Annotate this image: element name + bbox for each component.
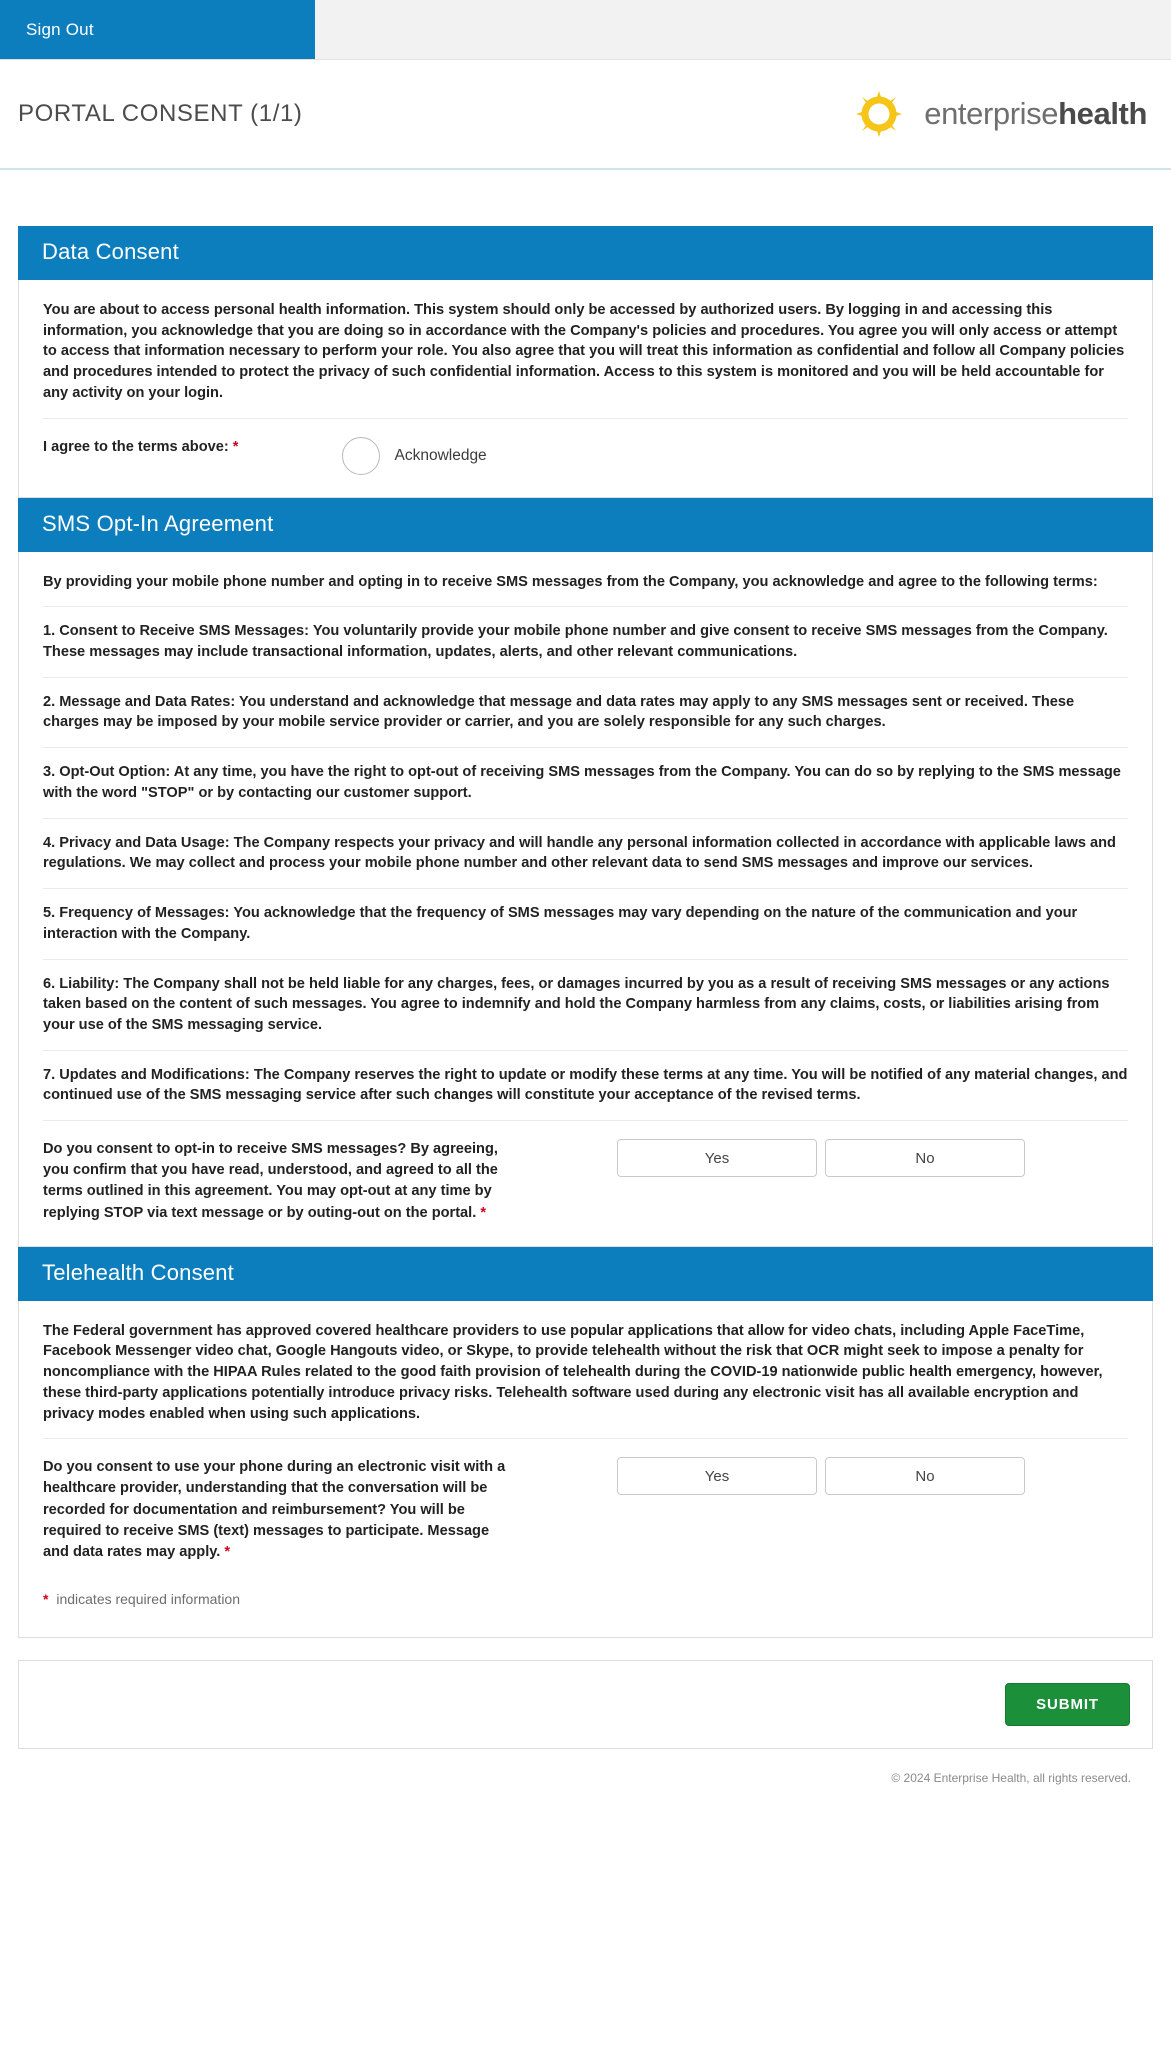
telehealth-yes-button[interactable]: Yes: [617, 1457, 817, 1495]
data-consent-question-text: I agree to the terms above:: [43, 438, 229, 455]
sms-term-2: 2. Message and Data Rates: You understand and acknowledge that message and data rates may apply to any SMS messages sent or received. These charges may be imposed by your mobile service provider or carrier, and you are solely responsible for any such charges.: [43, 677, 1128, 733]
required-asterisk: *: [232, 438, 239, 455]
acknowledge-control[interactable]: [342, 437, 486, 475]
page-title: PORTAL CONSENT (1/1): [18, 100, 303, 127]
sms-intro-paragraph: By providing your mobile phone number and opting in to receive SMS messages from the Company, you acknowledge and agree to the following terms:: [43, 573, 1098, 590]
sms-term-3: 3. Opt-Out Option: At any time, you have the right to opt-out of receiving SMS messages from the Company. You can do so by replying to the SMS message with the word "STOP" or by contacting our customer support.: [43, 747, 1128, 803]
brand-name-first: enterprise: [924, 96, 1059, 131]
brand-name-second: health: [1058, 96, 1147, 131]
section-header-telehealth: [18, 1247, 1153, 1301]
data-consent-answer-area: [262, 437, 1128, 475]
page-header: [0, 60, 1171, 170]
sms-yes-button[interactable]: Yes: [617, 1139, 817, 1177]
sms-question-row: [43, 1120, 1128, 1240]
required-asterisk: *: [224, 1543, 231, 1560]
acknowledge-label: Acknowledge: [394, 446, 487, 464]
section-title-sms: SMS Opt-In Agreement: [42, 510, 274, 536]
data-consent-question-row: [43, 418, 1128, 491]
telehealth-question-label: [43, 1457, 513, 1563]
required-asterisk: *: [480, 1204, 487, 1221]
acknowledge-radio[interactable]: [342, 437, 380, 475]
sms-term-1: 1. Consent to Receive SMS Messages: You voluntarily provide your mobile phone number and give consent to receive SMS messages from the Company. These messages may include transactional information, updates, alerts, and other relevant communications.: [43, 606, 1128, 662]
telehealth-no-button[interactable]: No: [825, 1457, 1025, 1495]
footer-copyright: © 2024 Enterprise Health, all rights reserved.: [891, 1771, 1131, 1786]
sign-out-label: Sign Out: [26, 19, 94, 39]
telehealth-answer-area: [537, 1457, 1128, 1495]
sun-logo-icon: [848, 83, 910, 145]
telehealth-yes-no-group: [617, 1457, 1025, 1495]
telehealth-question-row: [43, 1438, 1128, 1579]
data-consent-question-label: [43, 437, 238, 458]
required-note-text: indicates required information: [56, 1591, 240, 1608]
section-body-sms: [18, 552, 1153, 1247]
brand-logo: [848, 83, 1155, 145]
required-information-note: [43, 1579, 1128, 1615]
sms-question-label: [43, 1139, 513, 1224]
sms-term-5: 5. Frequency of Messages: You acknowledge that the frequency of SMS messages may vary depending on the nature of the communication and your interaction with the Company.: [43, 888, 1128, 944]
submit-button[interactable]: SUBMIT: [1005, 1683, 1130, 1726]
sign-out-button[interactable]: [0, 0, 315, 59]
sms-term-4: 4. Privacy and Data Usage: The Company respects your privacy and will handle any personal information collected in accordance with applicable laws and regulations. We may collect and process your mobile phone number and other relevant data to send SMS messages and improve our services.: [43, 818, 1128, 874]
sms-no-button[interactable]: No: [825, 1139, 1025, 1177]
sms-answer-area: [537, 1139, 1128, 1177]
consent-form: [0, 170, 1171, 1795]
section-title-data-consent: Data Consent: [42, 239, 179, 264]
telehealth-paragraph: The Federal government has approved covered healthcare providers to use popular applications that allow for video chats, including Apple FaceTime, Facebook Messenger video chat, Google Hangouts video, or Skype, to provide telehealth without the risk that OCR might seek to impose a penalty for noncompliance with the HIPAA Rules related to the good faith provision of telehealth during the COVID-19 nationwide public health emergency, however, these third-party applications potentially introduce privacy risks. Telehealth software used during any electronic visit has all available encryption and privacy modes enabled when using such applications.: [43, 1322, 1103, 1422]
section-body-telehealth: [18, 1301, 1153, 1638]
section-header-data-consent: [18, 226, 1153, 280]
data-consent-paragraph: You are about to access personal health information. This system should only be accessed by authorized users. By logging in and accessing this information, you acknowledge that you are doing so in accordance with the Company's policies and procedures. You agree you will only access or attempt to access that information necessary to perform your role. You also agree that you will treat this information as confidential and follow all Company policies and procedures intended to protect the privacy of such confidential information. Access to this system is monitored and you will be held accountable for any activity on your login.: [43, 302, 1125, 401]
sms-question-text: Do you consent to opt-in to receive SMS messages? By agreeing, you confirm that you have read, understood, and agreed to all the terms outlined in this agreement. You may opt-out at any time by replying STOP via text message or by outing-out on the portal.: [43, 1141, 498, 1221]
section-body-data-consent: [18, 280, 1153, 498]
telehealth-question-text: Do you consent to use your phone during an electronic visit with a healthcare provider, understanding that the conversation will be recorded for documentation and reimbursement? You will be required to receive SMS (text) messages to participate. Message and data rates may apply.: [43, 1459, 506, 1560]
sms-term-7: 7. Updates and Modifications: The Company reserves the right to update or modify these terms at any time. You will be notified of any material changes, and continued use of the SMS messaging service after such changes will constitute your acceptance of the revised terms.: [43, 1050, 1128, 1106]
brand-name: [924, 96, 1147, 132]
section-header-sms: [18, 498, 1153, 552]
required-asterisk: *: [43, 1591, 49, 1608]
section-title-telehealth: Telehealth Consent: [42, 1259, 234, 1285]
top-bar: [0, 0, 1171, 60]
submit-bar: [18, 1660, 1153, 1749]
sms-term-6: 6. Liability: The Company shall not be held liable for any charges, fees, or damages incurred by you as a result of receiving SMS messages or any actions taken based on the content of such messages. You agree to indemnify and hold the Company harmless from any claims, costs, or liabilities arising from your use of the SMS messaging service.: [43, 959, 1128, 1036]
sms-yes-no-group: [617, 1139, 1025, 1177]
